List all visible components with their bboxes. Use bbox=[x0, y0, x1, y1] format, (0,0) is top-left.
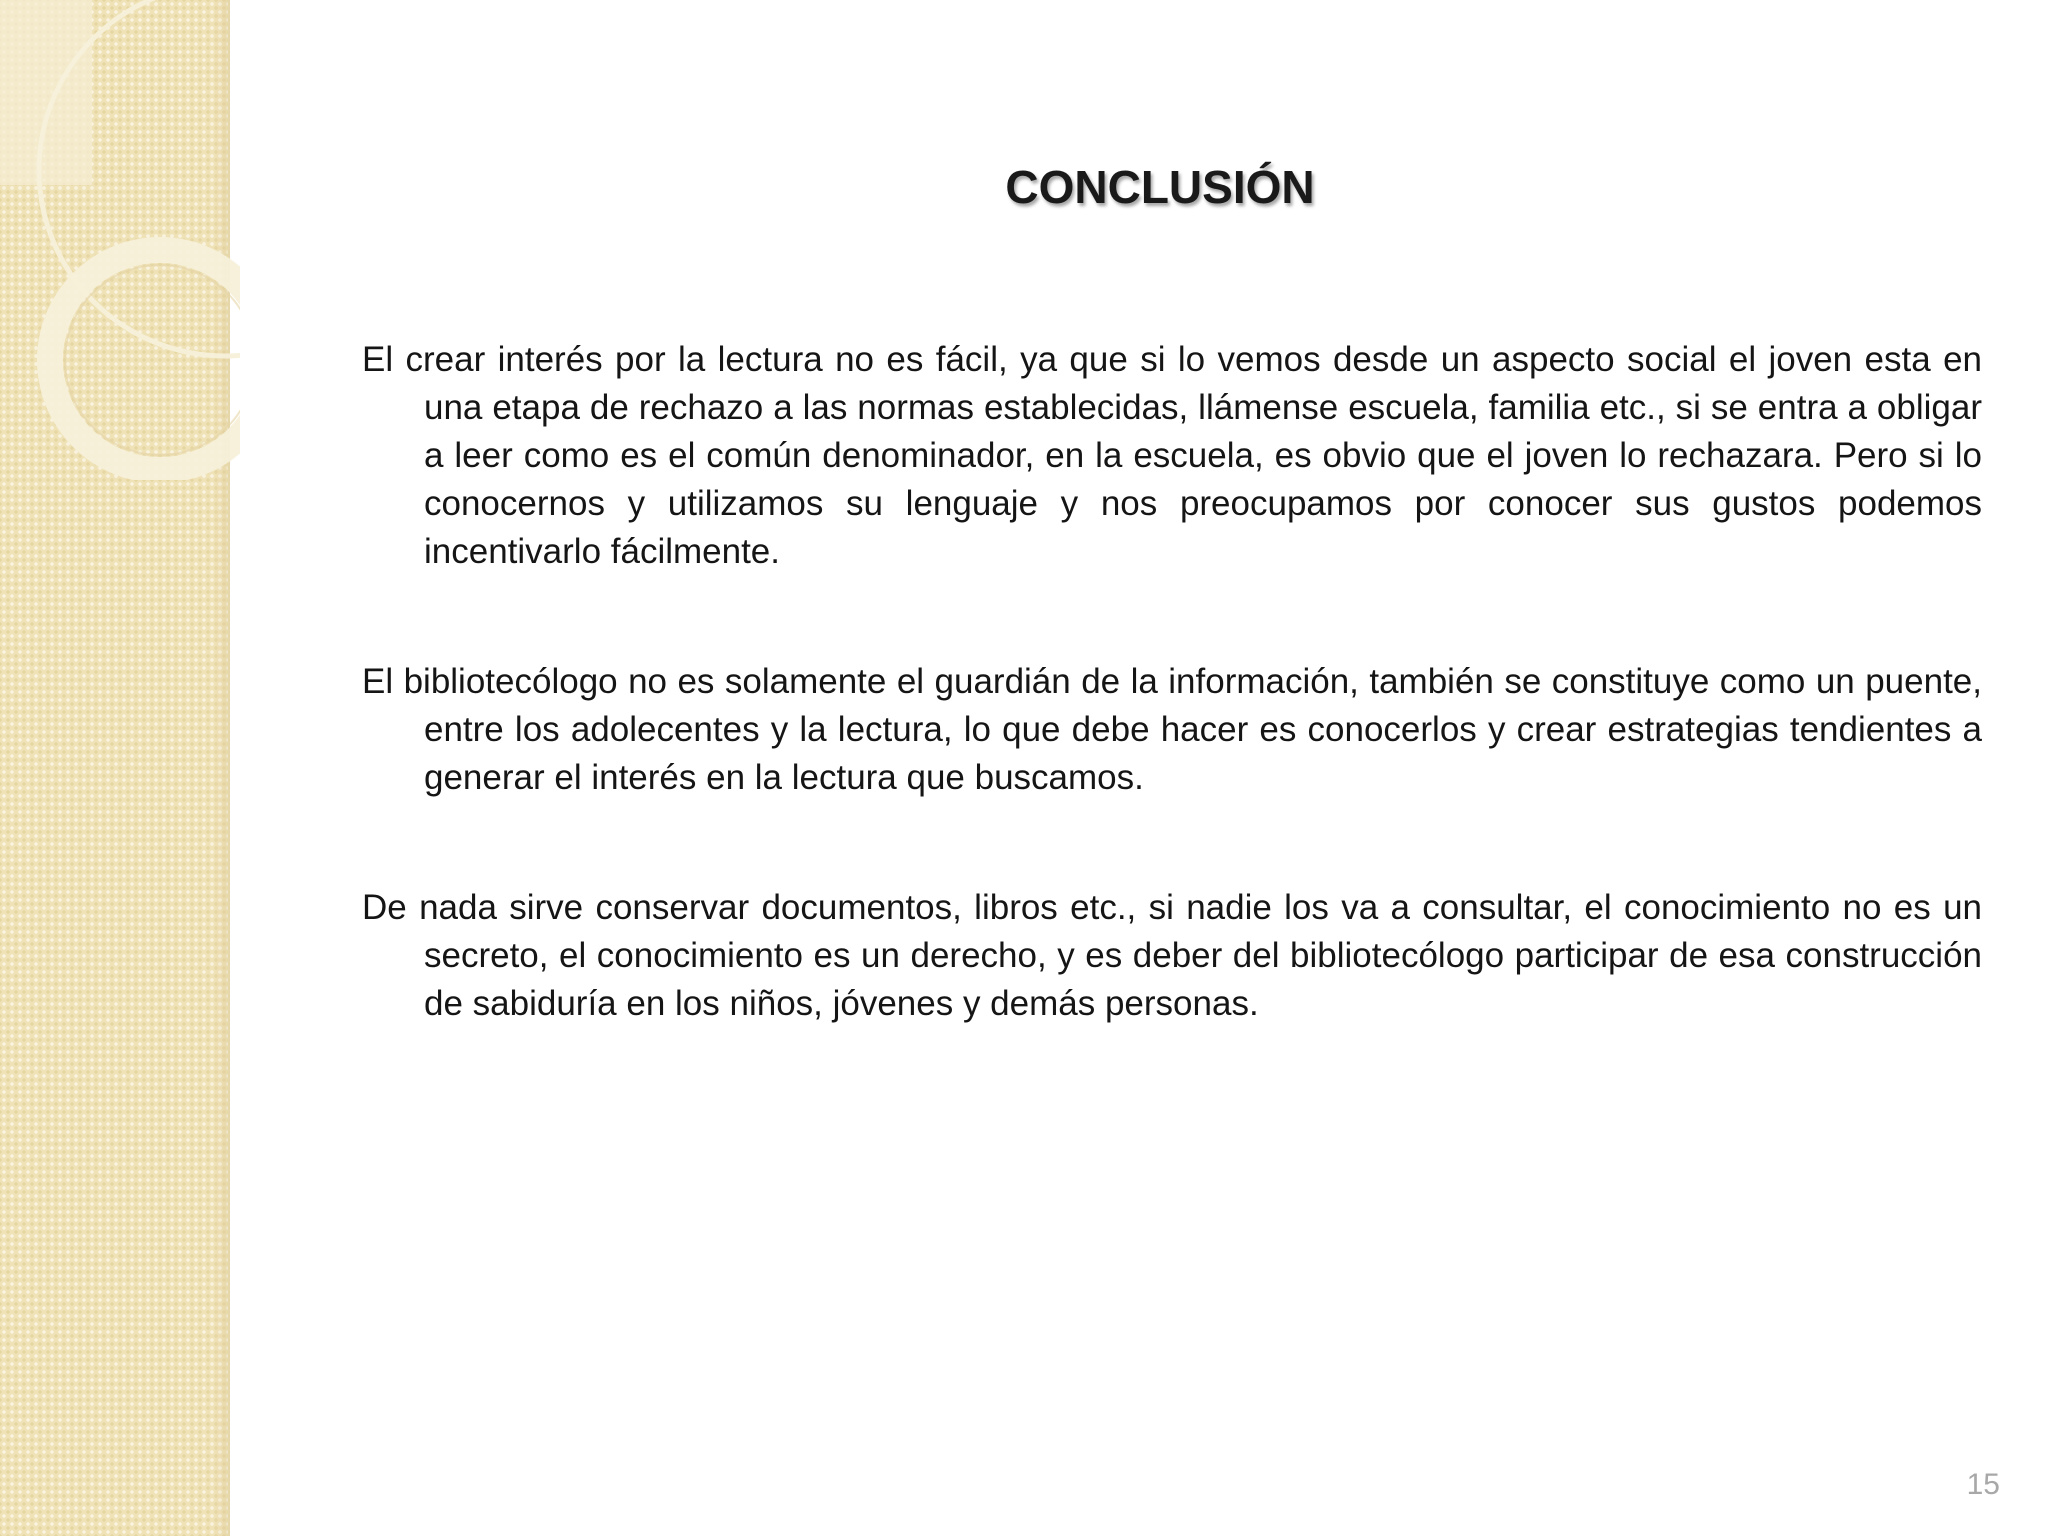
conclusion-paragraph-1 bbox=[362, 336, 1982, 576]
paragraph-text: El crear interés por la lectura no es fácil, ya que si lo vemos desde un aspecto social el joven esta en una etapa de rechazo a las normas establecidas, llámense escuela, familia etc., si se entra a obligar a leer como es el común denominador, en la escuela, es obvio que el joven lo rechazara. Pero si lo conocernos y utilizamos su lenguaje y nos preocupamos por conocer sus gustos podemos incentivarlo fácilmente. bbox=[362, 340, 1982, 571]
paragraph-text: El bibliotecólogo no es solamente el guardián de la información, también se constituye como un puente, entre los adolecentes y la lectura, lo que debe hacer es conocerlos y crear estrategias tendientes a generar el interés en la lectura que buscamos. bbox=[362, 662, 1982, 797]
page-number: 15 bbox=[1966, 1468, 2000, 1501]
thick-ring-inner-edge bbox=[65, 265, 240, 455]
conclusion-paragraph-3 bbox=[362, 884, 1982, 1028]
decorative-rings bbox=[0, 0, 240, 480]
slide-title: CONCLUSIÓN bbox=[1005, 161, 1315, 213]
conclusion-paragraph-2 bbox=[362, 658, 1982, 802]
thick-ring bbox=[50, 250, 240, 470]
paragraph-text: De nada sirve conservar documentos, libros etc., si nadie los va a consultar, el conocimiento no es un secreto, el conocimiento es un derecho, y es deber del bibliotecólogo participar de esa construcción de sabiduría en los niños, jóvenes y demás personas. bbox=[362, 888, 1982, 1023]
top-left-light-panel bbox=[0, 0, 92, 185]
